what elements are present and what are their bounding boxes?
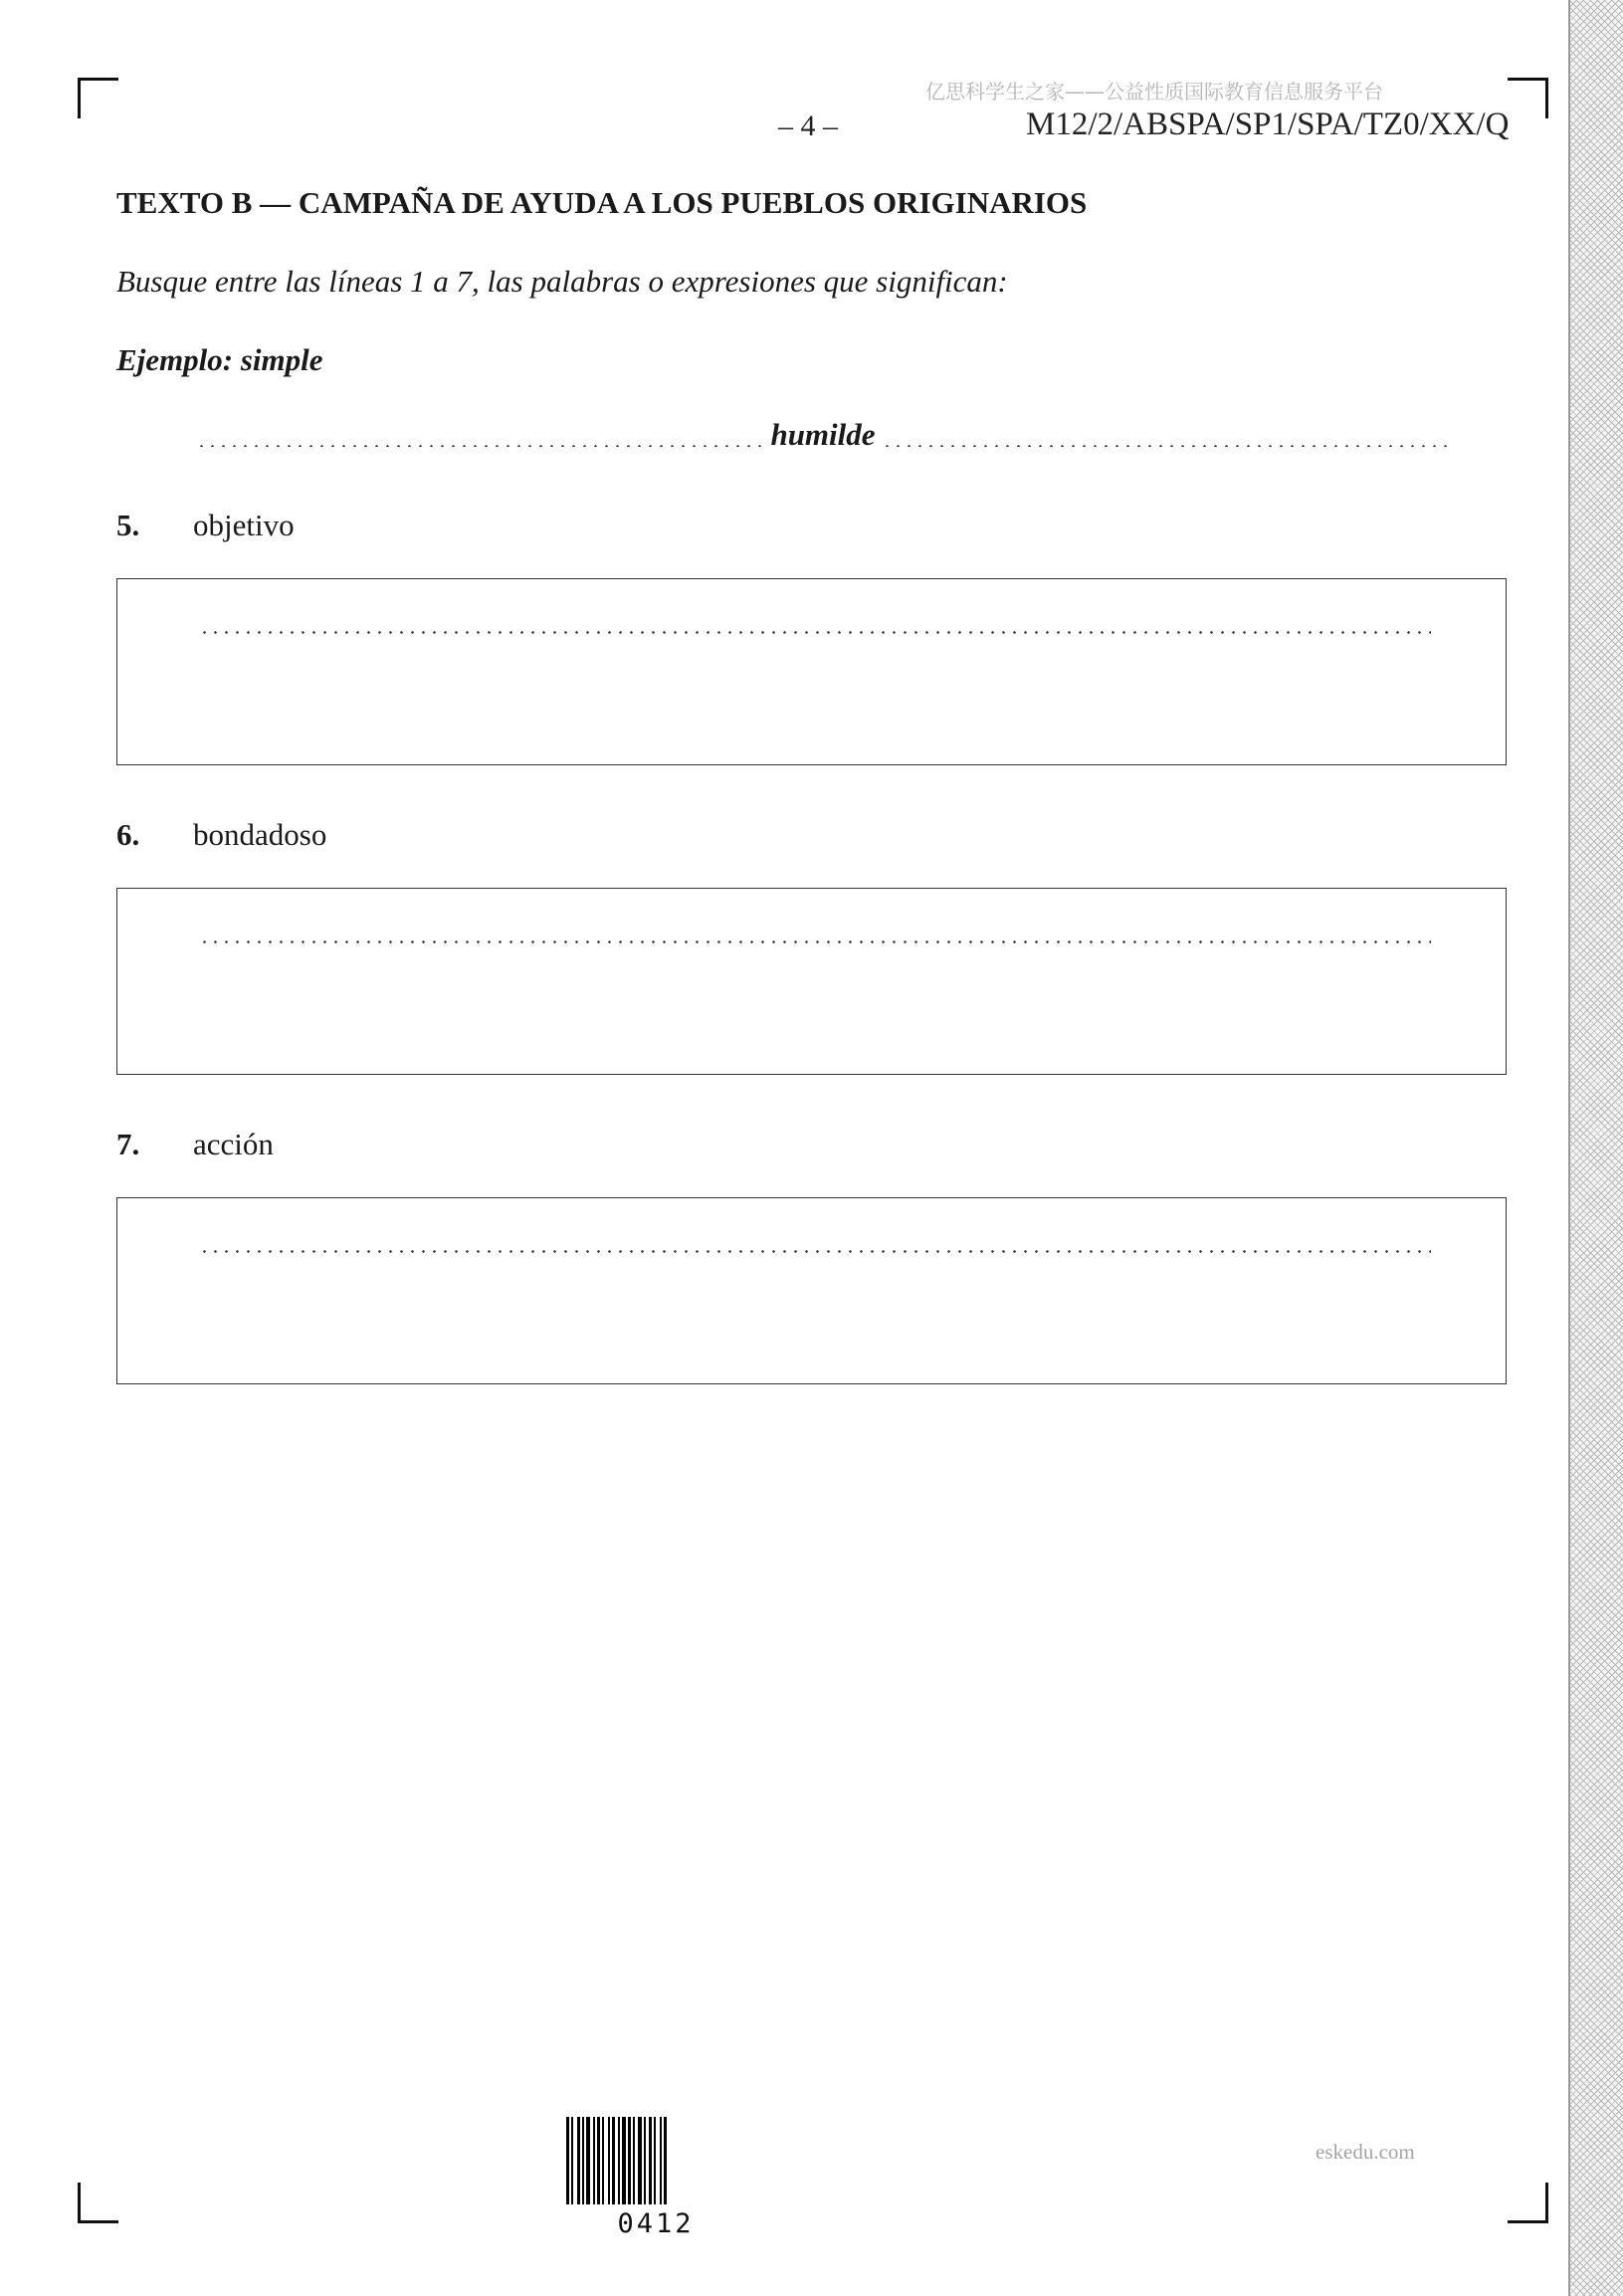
crop-mark-bottom-left — [78, 2183, 118, 2223]
section-title: TEXTO B — CAMPAÑA DE AYUDA A LOS PUEBLOS ORIGINARIOS — [116, 185, 1088, 220]
question-6-answer-box[interactable] — [116, 888, 1507, 1075]
crop-mark-bottom-right — [1508, 2183, 1548, 2223]
dotted-leader-right — [882, 445, 1450, 447]
question-5-word: objetivo — [193, 508, 295, 542]
answer-dotted-line — [199, 1250, 1431, 1253]
example-label: Ejemplo: simple — [116, 342, 323, 377]
question-6-word: bondadoso — [193, 817, 327, 852]
question-6-number: 6. — [116, 817, 140, 852]
question-7-word: acción — [193, 1127, 274, 1161]
answer-dotted-line — [199, 631, 1431, 634]
document-code: M12/2/ABSPA/SP1/SPA/TZ0/XX/Q — [1026, 106, 1510, 142]
footer-site: eskedu.com — [1316, 2140, 1415, 2164]
barcode-bars — [566, 2117, 745, 2204]
page-number: – 4 – — [778, 109, 838, 142]
margin-hatch-strip — [1568, 0, 1623, 2296]
crop-mark-top-left — [78, 78, 118, 118]
question-7-number: 7. — [116, 1127, 140, 1161]
instructions: Busque entre las líneas 1 a 7, las palabras o expresiones que significan: — [116, 264, 1008, 299]
answer-dotted-line — [199, 940, 1431, 943]
example-answer-line — [196, 417, 1450, 457]
dotted-leader-left — [196, 445, 764, 447]
barcode — [566, 2117, 745, 2239]
barcode-bar — [667, 2117, 670, 2204]
question-7-answer-box[interactable] — [116, 1197, 1507, 1384]
barcode-number: 0412 — [617, 2208, 695, 2239]
question-5-answer-box[interactable] — [116, 578, 1507, 765]
question-5-number: 5. — [116, 508, 140, 542]
crop-mark-top-right — [1508, 78, 1548, 118]
example-answer: humilde — [770, 417, 876, 452]
header-watermark: 亿思科学生之家——公益性质国际教育信息服务平台 — [925, 80, 1383, 104]
